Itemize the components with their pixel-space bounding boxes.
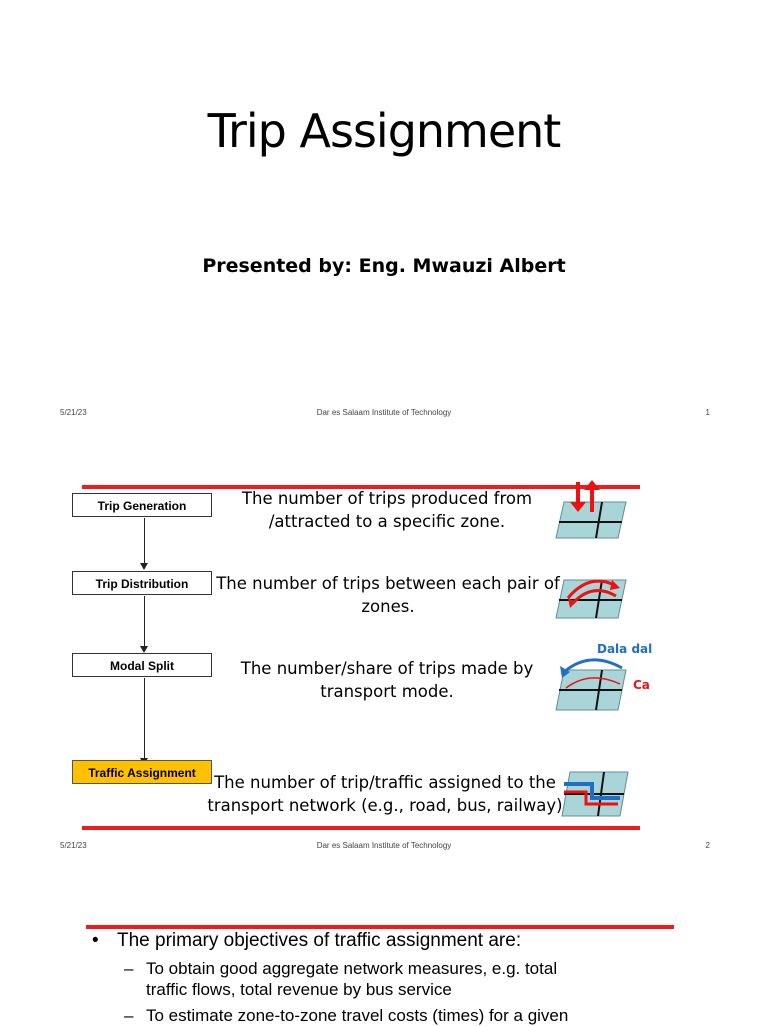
objectives-heading: The primary objectives of traffic assignment are: [117,930,522,951]
bullet-marker: • [92,930,99,951]
footer-institution: Dar es Salaam Institute of Technology [316,841,452,850]
description-line: The number of trips between each pair of [216,574,560,593]
footer-page-number: 1 [705,408,710,417]
mode-split-icon [554,650,630,716]
slide-3 [0,860,768,1024]
description-line: zones. [361,597,415,616]
flow-arrow-icon [140,646,148,653]
zone-production-attraction-icon [554,478,630,542]
description-line: transport network (e.g., road, bus, railway) [207,796,563,815]
presenter-line: Presented by: Eng. Mwauzi Albert [202,255,566,277]
footer-date: 5/21/23 [60,408,87,417]
bottom-red-rule [82,826,640,830]
objective-line: To obtain good aggregate network measures, e.g. total [146,959,558,978]
description-line: The number of trip/traffic assigned to the [214,773,556,792]
description-line: /attracted to a specific zone. [268,512,506,531]
step-description [222,487,552,533]
description-line: The number/share of trips made by [240,659,534,678]
description-line: The number of trips produced from [241,489,533,508]
slide-title: Trip Assignment [207,104,561,158]
top-red-rule [86,925,674,929]
sub-bullet-dash: – [124,959,134,978]
step-traffic-assignment: Traffic Assignment [72,760,212,784]
mode-label-dala-dala: Dala dal [597,642,653,656]
mode-label-car: Ca [633,678,650,692]
step-description [212,572,564,618]
step-modal-split: Modal Split [72,653,212,677]
footer-institution: Dar es Salaam Institute of Technology [316,408,452,417]
flow-arrow-icon [140,563,148,570]
step-description [222,657,552,703]
slide-1 [0,0,768,430]
step-description [204,771,566,817]
objective-line: To estimate zone-to-zone travel costs (times) for a given [146,1006,569,1025]
footer-date: 5/21/23 [60,841,87,850]
zone-pair-trips-icon [554,568,630,628]
objective-item [146,958,557,1000]
sub-bullet-dash: – [124,1006,134,1025]
network-assignment-icon [558,770,632,820]
objective-line: traffic flows, total revenue by bus service [146,980,452,999]
footer-page-number: 2 [705,841,710,850]
flow-connector [144,518,145,564]
flow-connector [144,678,145,759]
step-trip-generation: Trip Generation [72,493,212,517]
objective-item [146,1005,568,1026]
step-trip-distribution: Trip Distribution [72,571,212,595]
slide-2 [0,430,768,860]
flow-connector [144,596,145,647]
description-line: transport mode. [320,682,454,701]
